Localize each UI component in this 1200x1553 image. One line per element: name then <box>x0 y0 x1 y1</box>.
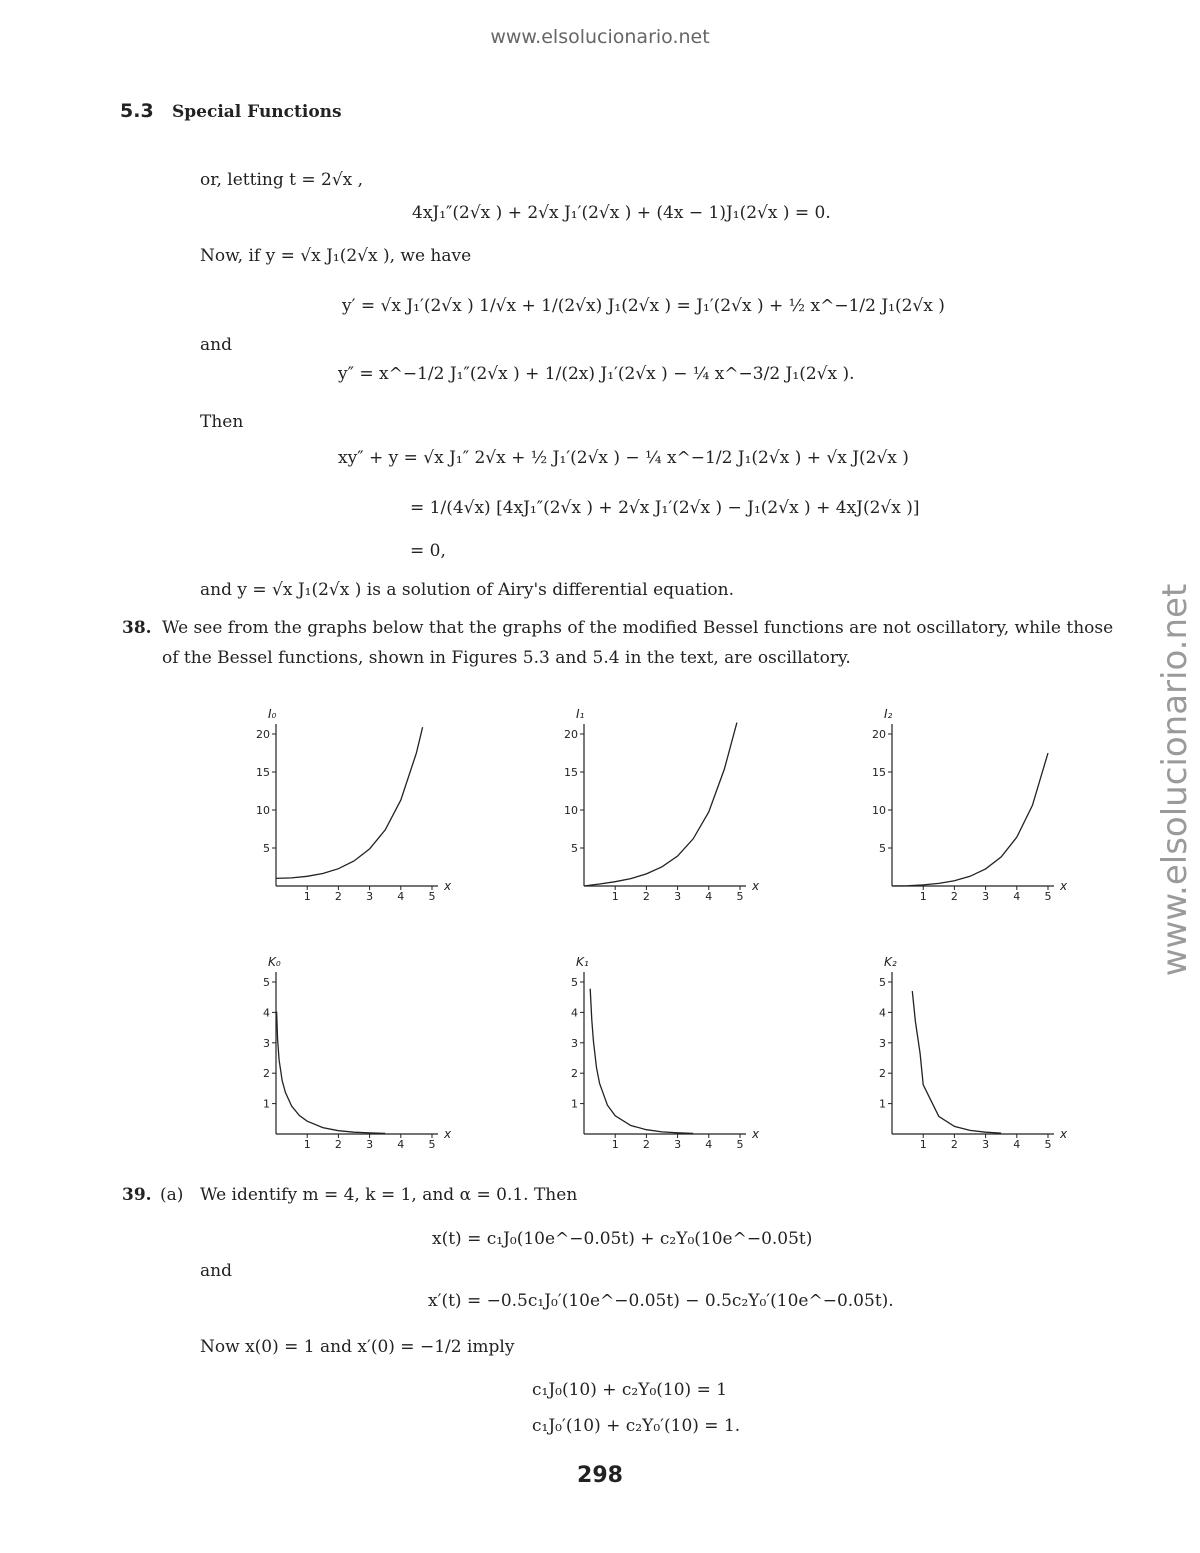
equation: y′ = √x J₁′(2√x ) 1/√x + 1/(2√x) J₁(2√x ) = J₁′(2√x ) + ½ x^−1/2 J₁(2√x ) <box>342 296 945 316</box>
x-axis-label: x <box>1060 879 1068 893</box>
equation: 4xJ₁″(2√x ) + 2√x J₁′(2√x ) + (4x − 1)J₁(2√x ) = 0. <box>412 203 831 223</box>
graph-I2 <box>864 696 1084 906</box>
y-tick-label: 15 <box>256 766 270 779</box>
x-tick-label: 1 <box>303 890 311 903</box>
y-tick-label: 1 <box>263 1097 270 1111</box>
x-tick-label: 4 <box>397 1138 405 1151</box>
equation: y″ = x^−1/2 J₁″(2√x ) + 1/(2x) J₁′(2√x ) − ¼ x^−3/2 J₁(2√x ). <box>338 364 855 384</box>
y-tick-label: 2 <box>879 1067 886 1081</box>
y-tick-label: 5 <box>571 842 578 855</box>
x-tick-label: 5 <box>736 890 744 903</box>
y-tick-label: 2 <box>571 1067 578 1081</box>
curve-K0 <box>277 1012 386 1134</box>
x-tick-label: 2 <box>334 1138 342 1151</box>
y-tick-label: 3 <box>263 1036 270 1050</box>
x-tick-label: 1 <box>303 1138 311 1151</box>
y-tick-label: 2 <box>263 1067 270 1081</box>
y-tick-label: 20 <box>872 728 886 741</box>
x-tick-label: 5 <box>428 890 436 903</box>
x-tick-label: 3 <box>982 890 990 903</box>
body-line: Then <box>200 412 244 432</box>
problem-text: We see from the graphs below that the graphs of the modified Bessel functions are not oscillatory, while those <box>162 618 1114 638</box>
x-tick-label: 1 <box>611 1138 619 1151</box>
y-tick-label: 3 <box>879 1036 886 1050</box>
graph-K2 <box>864 944 1084 1154</box>
x-tick-label: 3 <box>674 1138 682 1151</box>
equation: c₁J₀(10) + c₂Y₀(10) = 1 <box>532 1380 728 1400</box>
x-tick-label: 4 <box>1013 890 1021 903</box>
problem-text: We identify m = 4, k = 1, and α = 0.1. Then <box>200 1185 578 1205</box>
x-tick-label: 2 <box>950 1138 958 1151</box>
x-tick-label: 4 <box>705 1138 713 1151</box>
y-tick-label: 3 <box>571 1036 578 1050</box>
section-number: 5.3 <box>120 100 154 122</box>
y-axis-label: I₀ <box>268 707 277 721</box>
curve-K1 <box>590 989 693 1134</box>
problem-number: 38. <box>122 618 152 638</box>
x-tick-label: 5 <box>428 1138 436 1151</box>
x-tick-label: 2 <box>642 1138 650 1151</box>
watermark-url[interactable]: www.elsolucionario.net <box>490 26 710 48</box>
body-line: or, letting t = 2√x , <box>200 170 364 190</box>
section-title: Special Functions <box>172 102 342 122</box>
y-tick-label: 5 <box>879 842 886 855</box>
graph-K1 <box>556 944 776 1154</box>
body-line: Now, if y = √x J₁(2√x ), we have <box>200 246 472 266</box>
body-line: and <box>200 335 232 355</box>
y-tick-label: 5 <box>263 842 270 855</box>
y-tick-label: 5 <box>879 976 886 989</box>
curve-I0 <box>276 727 423 878</box>
problem-text: of the Bessel functions, shown in Figures 5.3 and 5.4 in the text, are oscillatory. <box>162 648 851 668</box>
x-tick-label: 1 <box>919 890 927 903</box>
y-tick-label: 5 <box>263 976 270 989</box>
body-line: Now x(0) = 1 and x′(0) = −1/2 imply <box>200 1337 515 1357</box>
body-line: and <box>200 1261 232 1281</box>
y-tick-label: 4 <box>879 1006 886 1020</box>
body-line: and y = √x J₁(2√x ) is a solution of Airy's differential equation. <box>200 580 734 600</box>
y-tick-label: 4 <box>571 1006 578 1020</box>
y-axis-label: I₁ <box>576 707 585 721</box>
graph-I0 <box>248 696 468 906</box>
graph-K0 <box>248 944 468 1154</box>
x-tick-label: 1 <box>611 890 619 903</box>
y-axis-label: K₂ <box>884 955 897 969</box>
y-tick-label: 15 <box>872 766 886 779</box>
curve-I2 <box>892 753 1048 886</box>
x-tick-label: 5 <box>1044 1138 1052 1151</box>
x-tick-label: 2 <box>642 890 650 903</box>
y-tick-label: 1 <box>571 1097 578 1111</box>
equation: = 0, <box>410 541 446 561</box>
x-tick-label: 5 <box>1044 890 1052 903</box>
x-tick-label: 3 <box>366 1138 374 1151</box>
x-tick-label: 4 <box>705 890 713 903</box>
x-axis-label: x <box>752 879 760 893</box>
y-tick-label: 10 <box>256 804 270 817</box>
y-tick-label: 4 <box>263 1006 270 1020</box>
y-tick-label: 10 <box>564 804 578 817</box>
x-axis-label: x <box>444 879 452 893</box>
curve-I1 <box>584 723 737 886</box>
y-tick-label: 20 <box>256 728 270 741</box>
x-tick-label: 3 <box>982 1138 990 1151</box>
x-tick-label: 1 <box>919 1138 927 1151</box>
x-tick-label: 3 <box>674 890 682 903</box>
equation: x(t) = c₁J₀(10e^−0.05t) + c₂Y₀(10e^−0.05t) <box>432 1229 813 1249</box>
x-axis-label: x <box>752 1127 760 1141</box>
problem-part: (a) <box>160 1185 184 1205</box>
side-watermark <box>1150 580 1200 980</box>
x-tick-label: 4 <box>1013 1138 1021 1151</box>
equation: = 1/(4√x) [4xJ₁″(2√x ) + 2√x J₁′(2√x ) − J₁(2√x ) + 4xJ(2√x )] <box>410 498 920 518</box>
y-axis-label: K₁ <box>576 955 589 969</box>
x-tick-label: 2 <box>334 890 342 903</box>
y-tick-label: 1 <box>879 1097 886 1111</box>
graph-I1 <box>556 696 776 906</box>
y-tick-label: 20 <box>564 728 578 741</box>
x-axis-label: x <box>1060 1127 1068 1141</box>
x-axis-label: x <box>444 1127 452 1141</box>
curve-K2 <box>912 991 1001 1133</box>
x-tick-label: 2 <box>950 890 958 903</box>
y-tick-label: 10 <box>872 804 886 817</box>
x-tick-label: 5 <box>736 1138 744 1151</box>
y-axis-label: K₀ <box>268 955 281 969</box>
page-number: 298 <box>577 1463 623 1488</box>
side-watermark-text: www.elsolucionario.net <box>1155 583 1195 977</box>
y-tick-label: 5 <box>571 976 578 989</box>
y-tick-label: 15 <box>564 766 578 779</box>
equation: c₁J₀′(10) + c₂Y₀′(10) = 1. <box>532 1416 741 1436</box>
equation: xy″ + y = √x J₁″ 2√x + ½ J₁′(2√x ) − ¼ x^−1/2 J₁(2√x ) + √x J(2√x ) <box>338 448 909 468</box>
equation: x′(t) = −0.5c₁J₀′(10e^−0.05t) − 0.5c₂Y₀′(10e^−0.05t). <box>428 1291 894 1311</box>
y-axis-label: I₂ <box>884 707 893 721</box>
problem-number: 39. <box>122 1185 152 1205</box>
x-tick-label: 4 <box>397 890 405 903</box>
x-tick-label: 3 <box>366 890 374 903</box>
